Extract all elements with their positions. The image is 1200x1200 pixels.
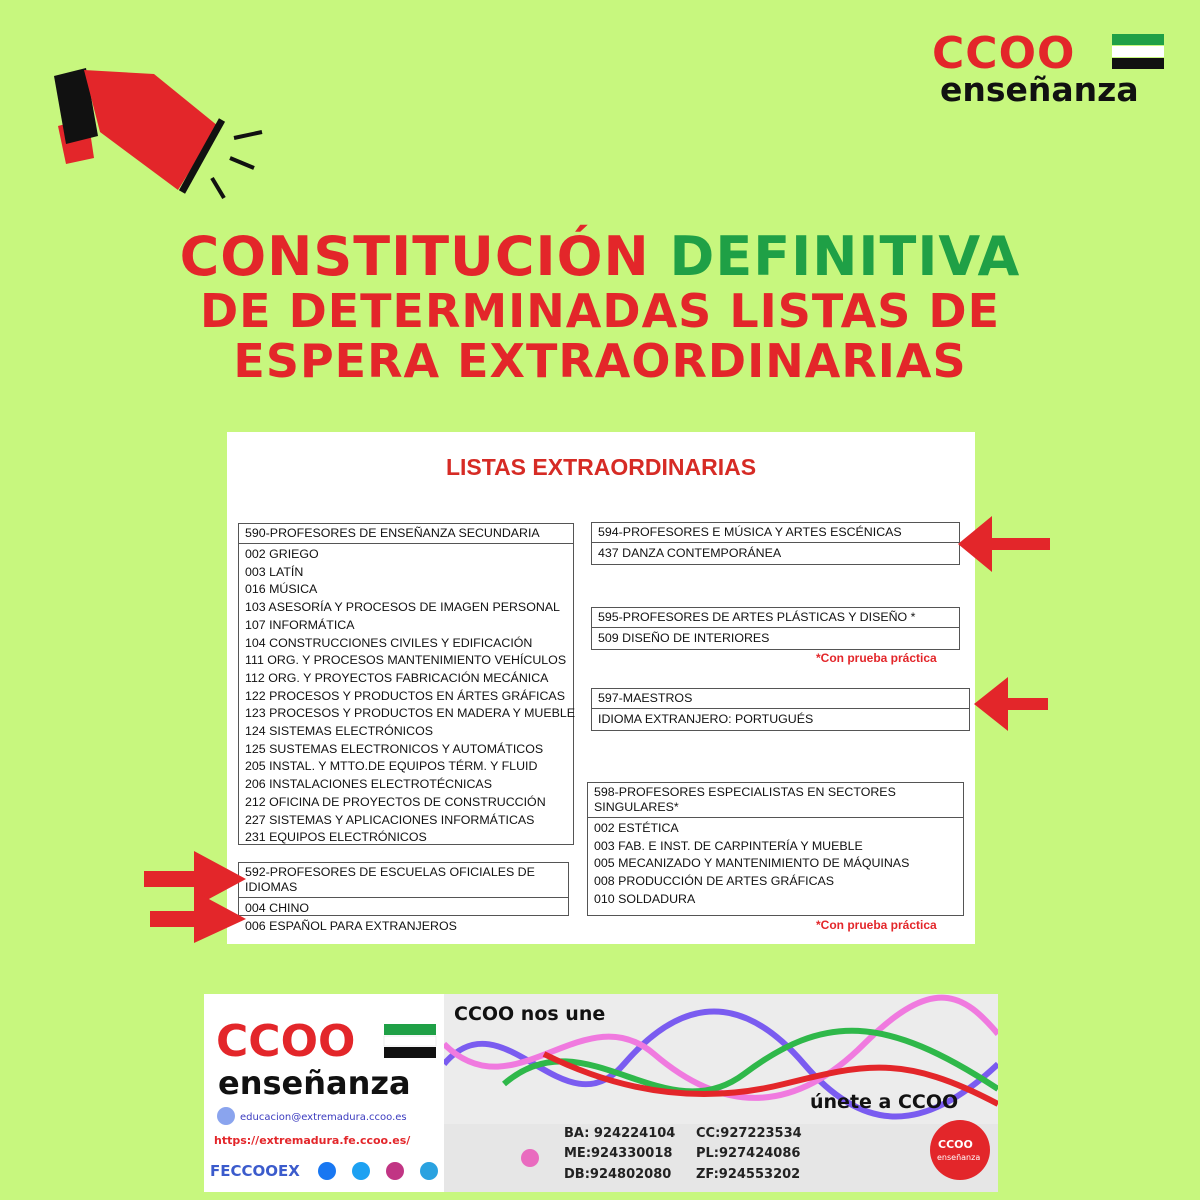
document-title: LISTAS EXTRAORDINARIAS <box>445 454 757 480</box>
headline-line3: ESPERA EXTRAORDINARIAS <box>233 334 967 388</box>
svg-text:enseñanza: enseñanza <box>937 1153 981 1162</box>
svg-text:FECCOOEX: FECCOOEX <box>210 1162 300 1180</box>
svg-text:ME:924330018: ME:924330018 <box>564 1146 673 1161</box>
svg-text:PL:927424086: PL:927424086 <box>696 1146 801 1161</box>
list-item: 005 MECANIZADO Y MANTENIMIENTO DE MÁQUINAS <box>594 856 910 871</box>
list-item: 123 PROCESOS Y PRODUCTOS EN MADERA Y MUEBLE <box>245 706 576 721</box>
list-item: 122 PROCESOS Y PRODUCTOS EN ÁRTES GRÁFICAS <box>245 688 565 703</box>
list-item: 509 DISEÑO DE INTERIORES <box>598 631 770 645</box>
list-item: 125 SUSTEMAS ELECTRONICOS Y AUTOMÁTICOS <box>245 741 544 756</box>
list-item: 124 SISTEMAS ELECTRÓNICOS <box>245 724 433 739</box>
list-item: 112 ORG. Y PROYECTOS FABRICACIÓN MECÁNICA <box>245 670 549 685</box>
list-item: 231 EQUIPOS ELECTRÓNICOS <box>245 830 427 845</box>
megaphone-icon <box>36 40 276 210</box>
box-597 <box>591 688 970 731</box>
list-item: IDIOMA EXTRANJERO: PORTUGUÉS <box>598 712 814 726</box>
practical-test-note: *Con prueba práctica <box>816 918 937 932</box>
banner-left <box>204 994 444 1192</box>
box-597-list <box>592 709 969 731</box>
list-item: 107 INFORMÁTICA <box>245 617 355 632</box>
lists-document <box>227 432 975 944</box>
list-item: 206 INSTALACIONES ELECTROTÉCNICAS <box>245 777 492 792</box>
svg-text:CCOO: CCOO <box>938 1138 973 1151</box>
box-598-header-line2: SINGULARES* <box>594 800 679 814</box>
arrow-left-icon <box>958 514 1054 574</box>
ccoo-ensenanza-logo <box>930 28 1170 108</box>
list-item: 104 CONSTRUCCIONES CIVILES Y EDIFICACIÓN <box>245 635 533 650</box>
headline-line2: DE DETERMINADAS LISTAS DE <box>199 284 1001 338</box>
svg-text:únete a CCOO: únete a CCOO <box>810 1091 959 1113</box>
list-item: 006 ESPAÑOL PARA EXTRANJEROS <box>245 918 457 933</box>
list-item: 002 ESTÉTICA <box>594 821 679 835</box>
list-item: 437 DANZA CONTEMPORÁNEA <box>598 546 782 560</box>
svg-text:ZF:924553202: ZF:924553202 <box>696 1167 801 1182</box>
box-594-list <box>592 543 959 565</box>
svg-text:CCOO: CCOO <box>216 1016 356 1067</box>
box-597-header: 597-MAESTROS <box>592 689 969 709</box>
box-590 <box>238 523 574 845</box>
list-item: 008 PRODUCCIÓN DE ARTES GRÁFICAS <box>594 874 835 889</box>
headline-word-definitiva: DEFINITIVA <box>669 225 1021 288</box>
box-598 <box>587 782 964 916</box>
svg-text:CCOO: CCOO <box>932 28 1076 79</box>
box-590-header: 590-PROFESORES DE ENSEÑANZA SECUNDARIA <box>239 524 573 544</box>
box-594-header: 594-PROFESORES E MÚSICA Y ARTES ESCÉNICAS <box>592 523 959 543</box>
box-598-list <box>588 818 963 911</box>
list-item: 103 ASESORÍA Y PROCESOS DE IMAGEN PERSONAL <box>245 600 560 615</box>
box-590-list <box>239 544 576 849</box>
box-598-header <box>588 783 963 818</box>
banner-right <box>444 994 998 1192</box>
footer-banner <box>204 994 998 1192</box>
list-item: 002 GRIEGO <box>245 547 319 561</box>
list-item: 212 OFICINA DE PROYECTOS DE CONSTRUCCIÓN <box>245 794 546 809</box>
svg-text:CCOO nos une: CCOO nos une <box>454 1003 606 1025</box>
svg-text:enseñanza: enseñanza <box>218 1064 411 1102</box>
list-item: 016 MÚSICA <box>245 582 318 597</box>
svg-text:https://extremadura.fe.ccoo.es: https://extremadura.fe.ccoo.es/ <box>214 1134 411 1147</box>
box-592-header: 592-PROFESORES DE ESCUELAS OFICIALES DE IDIOMAS <box>239 863 568 898</box>
box-595-header: 595-PROFESORES DE ARTES PLÁSTICAS Y DISEÑO * <box>592 608 959 628</box>
svg-text:DB:924802080: DB:924802080 <box>564 1167 672 1182</box>
arrow-left-icon <box>974 675 1050 733</box>
list-item: 205 INSTAL. Y MTTO.DE EQUIPOS TÉRM. Y FLUID <box>245 759 538 774</box>
box-592 <box>238 862 569 933</box>
practical-test-note: *Con prueba práctica <box>816 651 937 665</box>
list-item: 003 LATÍN <box>245 564 304 579</box>
list-item: 227 SISTEMAS Y APLICACIONES INFORMÁTICAS <box>245 812 535 827</box>
box-595 <box>591 607 960 650</box>
box-598-header-line1: 598-PROFESORES ESPECIALISTAS EN SECTORES <box>594 785 896 799</box>
box-594 <box>591 522 960 565</box>
list-item: 010 SOLDADURA <box>594 891 696 906</box>
headline-word-constitucion: CONSTITUCIÓN <box>179 225 650 288</box>
list-item: 111 ORG. Y PROCESOS MANTENIMIENTO VEHÍCULOS <box>245 653 567 668</box>
list-item: 003 FAB. E INST. DE CARPINTERÍA Y MUEBLE <box>594 838 863 853</box>
svg-text:BA: 924224104: BA: 924224104 <box>564 1126 676 1141</box>
list-item: 004 CHINO <box>245 901 310 915</box>
svg-text:enseñanza: enseñanza <box>940 70 1139 108</box>
headline <box>40 225 1160 388</box>
box-595-list <box>592 628 959 650</box>
double-arrow-right-icon <box>142 851 246 943</box>
svg-text:CC:927223534: CC:927223534 <box>696 1126 802 1141</box>
svg-text:educacion@extremadura.ccoo.es: educacion@extremadura.ccoo.es <box>240 1112 407 1123</box>
box-592-list <box>239 898 568 937</box>
